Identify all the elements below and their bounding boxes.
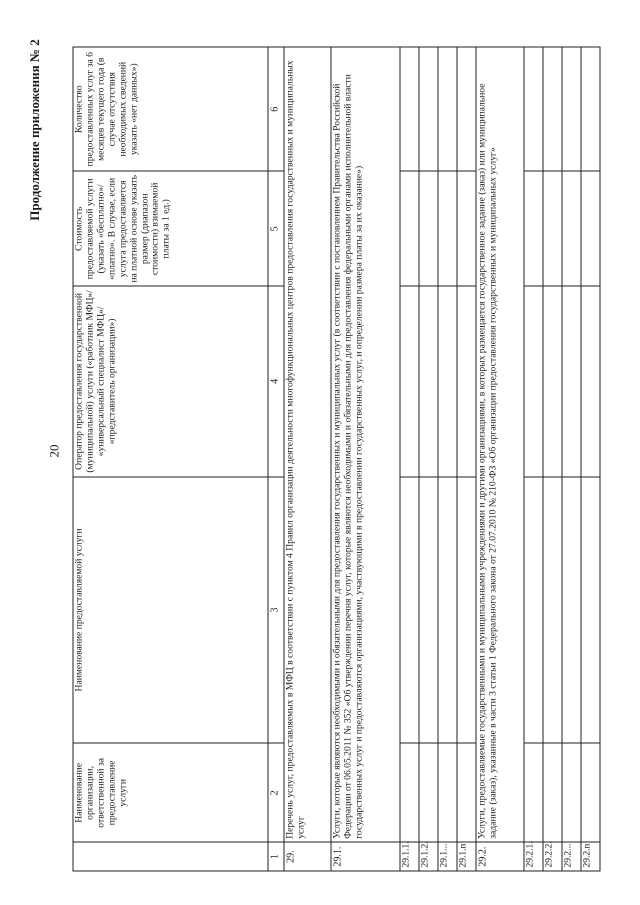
column-number: 6 xyxy=(268,47,284,171)
header-service-name: Наименование предоставляемой услуги xyxy=(73,477,268,744)
table-cell xyxy=(400,477,419,744)
section-title: Перечень услуг, предоставляемых в МФЦ в соответствии с пунктом 4 Правил организации деятельности многофункциональных центров предоставления государственных и муниципальных услуг xyxy=(284,47,332,842)
services-table xyxy=(73,47,601,872)
table-cell xyxy=(562,477,581,744)
row-index: 29.1. xyxy=(331,842,400,871)
table-cell xyxy=(400,171,419,286)
table-row xyxy=(562,47,581,871)
column-number: 3 xyxy=(268,477,284,744)
row-index: 29.2. xyxy=(476,842,524,871)
section-title: Услуги, предоставляемые государственными и муниципальными учреждениями и другими организациями, в которых размещается государственное задание (заказ) или муниципальное задание (заказ), указанные в части 3 статьи 1 Федерального закона от 27.07.2010 № 210-ФЗ «Об организации предоставления государственных и муниципальных услуг» xyxy=(476,47,524,842)
table-cell xyxy=(457,743,476,842)
table-cell xyxy=(419,47,438,171)
header-organization: Наименование организации, ответственной за предоставление услуги xyxy=(73,743,268,842)
table-cell xyxy=(543,286,562,476)
table-cell xyxy=(543,743,562,842)
table-row xyxy=(543,47,562,871)
table-cell xyxy=(543,171,562,286)
row-index: 29.1.n xyxy=(457,842,476,871)
table-row xyxy=(400,47,419,871)
table-cell xyxy=(581,171,600,286)
column-number: 1 xyxy=(268,842,284,871)
table-cell xyxy=(581,286,600,476)
column-numbers-row xyxy=(268,47,284,871)
column-number: 4 xyxy=(268,286,284,476)
table-cell xyxy=(524,47,543,171)
table-cell xyxy=(562,171,581,286)
table-cell xyxy=(438,286,457,476)
table-cell xyxy=(438,47,457,171)
table-row xyxy=(457,47,476,871)
column-number: 2 xyxy=(268,743,284,842)
row-index: 29.2... xyxy=(562,842,581,871)
table-row xyxy=(581,47,600,871)
row-index: 29.2.2. xyxy=(543,842,562,871)
row-index: 29.2.n xyxy=(581,842,600,871)
appendix-title: Продолжение приложения № 2 xyxy=(27,39,42,221)
rotated-table-sheet xyxy=(73,47,601,872)
header-cost: Стоимость предоставляемой услуги (указать «бесплатно»/ «платно». В случае, если услуга предоставляется на платной основе указать размер (диапазон стоимости) взимаемой платы за 1 ед.) xyxy=(73,171,268,286)
table-cell xyxy=(457,477,476,744)
table-cell xyxy=(562,47,581,171)
header-cell-index xyxy=(73,842,268,871)
table-row xyxy=(331,47,400,871)
table-cell xyxy=(543,477,562,744)
page-number: 20 xyxy=(46,444,62,458)
table-cell xyxy=(562,743,581,842)
table-cell xyxy=(524,743,543,842)
row-index: 29.2.1. xyxy=(524,842,543,871)
table-cell xyxy=(419,477,438,744)
row-index: 29.1.1. xyxy=(400,842,419,871)
table-cell xyxy=(400,47,419,171)
table-cell xyxy=(543,47,562,171)
table-cell xyxy=(419,171,438,286)
table-cell xyxy=(581,47,600,171)
table-cell xyxy=(457,171,476,286)
table-cell xyxy=(400,286,419,476)
table-row xyxy=(476,47,524,871)
section-title: Услуги, которые являются необходимыми и обязательными для предоставления государственных и муниципальных услуг (в соответствии с постановлением Правительства Российской Федерации от 06.05.2011 № 352 «Об утверждении перечня услуг, которые являются необходимыми и обязательными для предоставления федеральными органами исполнительной власти государственных услуг и предоставляются организациями, участвующими в предоставлении государственных услуг, и определении размера платы за их оказание») xyxy=(331,47,400,842)
table-cell xyxy=(438,477,457,744)
header-count: Количество предоставленных услуг за 6 месяцев текущего года (в случае отсутствия необходимых сведений указать «нет данных») xyxy=(73,47,268,171)
table-cell xyxy=(524,286,543,476)
table-cell xyxy=(581,477,600,744)
column-number: 5 xyxy=(268,171,284,286)
table-cell xyxy=(438,743,457,842)
table-row xyxy=(524,47,543,871)
table-cell xyxy=(581,743,600,842)
table-cell xyxy=(400,743,419,842)
table-row xyxy=(284,47,332,871)
table-row xyxy=(419,47,438,871)
table-header-row xyxy=(73,47,268,871)
table-cell xyxy=(524,477,543,744)
row-index: 29.1.2. xyxy=(419,842,438,871)
table-cell xyxy=(419,286,438,476)
table-cell xyxy=(562,286,581,476)
row-index: 29. xyxy=(284,842,332,871)
header-operator: Оператор предоставления государственной (муниципальной) услуги («работник МФЦ»/ «универсальный специалист МФЦ»/ «представитель организации») xyxy=(73,286,268,476)
table-cell xyxy=(524,171,543,286)
table-row xyxy=(438,47,457,871)
table-cell xyxy=(419,743,438,842)
row-index: 29.1... xyxy=(438,842,457,871)
table-cell xyxy=(438,171,457,286)
table-cell xyxy=(457,47,476,171)
table-cell xyxy=(457,286,476,476)
